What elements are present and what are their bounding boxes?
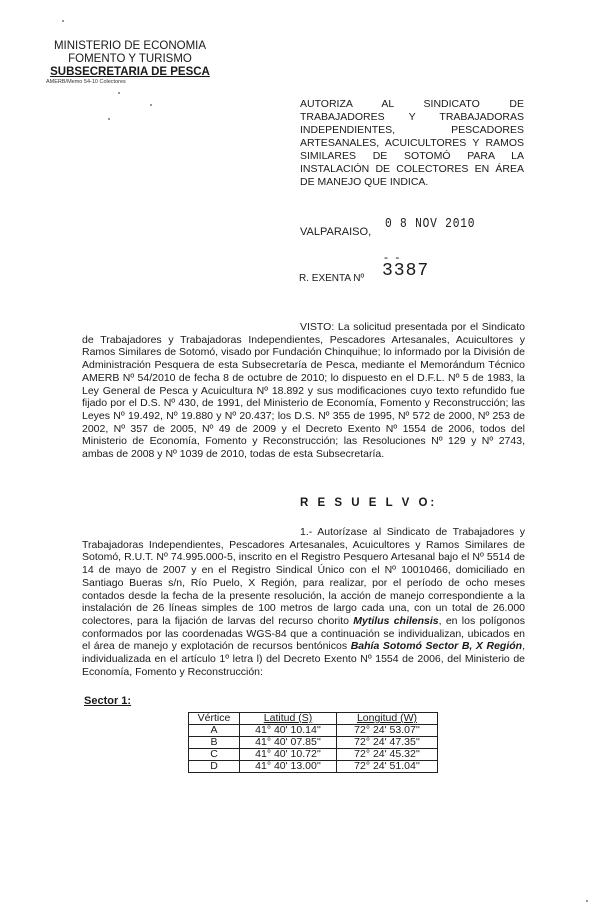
vertex-cell: D <box>189 761 240 773</box>
lat-cell: 41° 40' 07.85'' <box>240 737 337 749</box>
table-header-row <box>189 713 438 725</box>
header-subsecretaria: SUBSECRETARIA DE PESCA <box>50 66 210 78</box>
title-line: INDEPENDIENTES, PESCADORES <box>300 124 524 136</box>
vertex-cell: B <box>189 737 240 749</box>
header-ministry-sub: FOMENTO Y TURISMO <box>68 53 192 65</box>
col-header-longitud: Longitud (W) <box>337 713 438 725</box>
header-ministry: MINISTERIO DE ECONOMIA <box>53 40 207 52</box>
species-name: Mytilus chilensis <box>353 614 439 627</box>
scan-speck <box>150 104 152 106</box>
lon-cell: 72° 24' 51.04'' <box>337 761 438 773</box>
vertex-cell: A <box>189 725 240 737</box>
title-line: DE MANEJO QUE INDICA. <box>300 176 429 188</box>
sector-label: Sector 1: <box>84 695 132 707</box>
lon-cell: 72° 24' 45.32'' <box>337 749 438 761</box>
header-memo-ref: AMERB/Memo 54-10 Colectores <box>46 79 126 85</box>
article-1-text-end: , individualizada en el artículo 1º letra l) del Decreto Exento Nº 1554 de 2006, del Ministerio de Economía, Fomento y Reconstrucción: <box>82 640 525 678</box>
title-line: INSTALACIÓN DE COLECTORES EN ÁREA <box>300 163 524 175</box>
article-1-text-cont: , en los polígonos conformados por las coordenadas WGS-84 que a continuación se individualizan, ubicados en el área de manejo y explotación de recursos bentónicos <box>82 614 525 653</box>
scan-speck <box>108 118 110 120</box>
col-header-latitud: Latitud (S) <box>240 713 337 725</box>
lon-cell: 72° 24' 53.07'' <box>337 725 438 737</box>
exenta-number: 3387 <box>382 261 430 281</box>
lat-cell: 41° 40' 10.72'' <box>240 749 337 761</box>
lat-cell: 41° 40' 13.00'' <box>240 761 337 773</box>
article-1-paragraph <box>82 526 525 678</box>
lon-cell: 72° 24' 47.35'' <box>337 737 438 749</box>
date-stamp: 0 8 NOV 2010 <box>385 216 476 232</box>
visto-paragraph <box>82 321 525 461</box>
lat-cell: 41° 40' 10.14'' <box>240 725 337 737</box>
dash-marks: - - <box>384 250 402 264</box>
title-line: TRABAJADORES Y TRABAJADORAS <box>300 111 524 123</box>
coordinates-table <box>188 712 438 773</box>
scan-speck <box>62 20 64 22</box>
resolution-title <box>300 98 524 189</box>
scan-speck <box>118 92 120 94</box>
title-line: ARTESANALES, ACUICULTORES Y RAMOS <box>300 137 524 149</box>
area-name: Bahía Sotomó Sector B, X Región <box>350 640 523 653</box>
title-line: SIMILARES DE SOTOMÓ PARA LA <box>300 150 524 162</box>
table-row <box>189 761 438 773</box>
vertex-cell: C <box>189 749 240 761</box>
exenta-label: R. EXENTA Nº <box>299 273 365 284</box>
col-header-vertice: Vértice <box>189 713 240 725</box>
table-row <box>189 749 438 761</box>
visto-text: VISTO: La solicitud presentada por el Sindicato de Trabajadores y Trabajadoras Independientes, Pescadores Artesanales, Acuicultores y Ramos Similares de Sotomó, visado por Fundación Chinquihue; lo informado por la División de Administración Pesquera de esta Subsecretaría de Pesca, mediante el Memorándum Técnico AMERB Nº 54/2010 de fecha 8 de octubre de 2010; lo dispuesto en el D.F.L. Nº 5 de 1983, la Ley General de Pesca y Acuicultura Nº 18.892 y sus modificaciones cuyo texto refundido fue fijado por el D.S. Nº 430, de 1991, del Ministerio de Economía, Fomento y Reconstrucción; las Leyes Nº 19.492, Nº 19.880 y Nº 20.437; los D.S. Nº 355 de 1995, Nº 572 de 2000, Nº 253 de 2002, Nº 357 de 2005, Nº 49 de 2009 y el Decreto Exento Nº 1554 de 2006, todos del Ministerio de Economía, Fomento y Reconstrucción; las Resoluciones Nº 129 y Nº 2743, ambas de 2008 y Nº 1039 de 2010, todas de esta Subsecretaría. <box>82 321 525 461</box>
scan-speck <box>586 900 588 902</box>
place-label: VALPARAISO, <box>300 226 372 238</box>
title-line: AUTORIZA AL SINDICATO DE <box>300 98 524 110</box>
table-row <box>189 737 438 749</box>
table-row <box>189 725 438 737</box>
ministry-header <box>40 40 220 86</box>
resuelvo-heading: R E S U E L V O: <box>300 497 438 509</box>
article-1-text: 1.- Autorízase al Sindicato de Trabajadores y Trabajadoras Independientes, Pescadores Artesanales, Acuicultores y Ramos Similares de Sotomó, R.U.T. Nº 74.995.000-5, inscrito en el Registro Pesquero Artesanal bajo el Nº 5514 de 14 de mayo de 2007 y en el Registro Sindical Único con el Nº 10010466, domiciliado en Santiago Bueras s/n, Río Puelo, X Región, para realizar, por el período de ocho meses contados desde la fecha de la presente resolución, la acción de manejo correspondiente a la instalación de 26 líneas simples de 100 metros de largo cada una, con un total de 26.000 colectores, para la fijación de larvas del recurso chorito <box>82 526 525 627</box>
